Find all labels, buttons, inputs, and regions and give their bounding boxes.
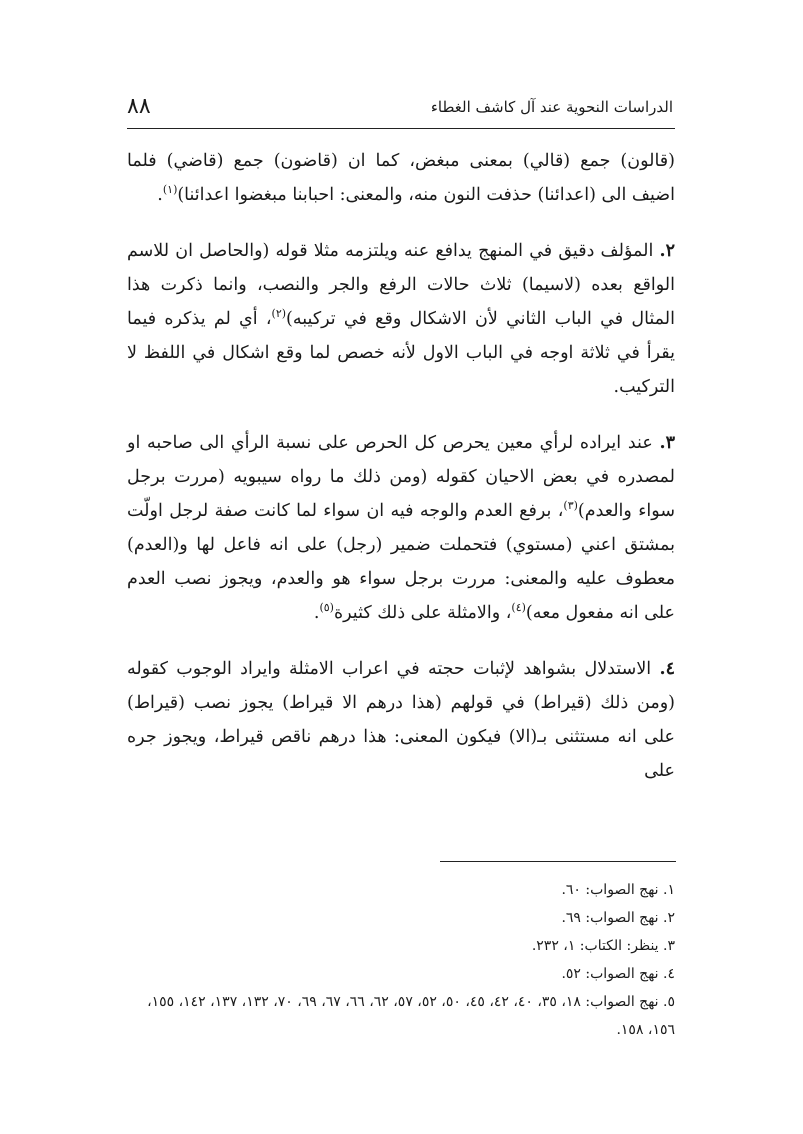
footnotes [127, 876, 675, 1044]
paragraph-text: الاستدلال بشواهد لإثبات حجته في اعراب الامثلة وايراد الوجوب كقوله (ومن ذلك (قيراط) في قولهم (هذا درهم الا قيراط) يجوز نصب (قيراط) على انه مستثنى بـ(الا) فيكون المعنى: هذا درهم ناقص قيراط، ويجوز جره على [127, 659, 675, 781]
paragraph-tail: ، والامثلة على ذلك كثيرة [333, 603, 512, 623]
paragraph-text: عند ايراده لرأي معين يحرص كل الحرص على نسبة الرأي الى صاحبه او لمصدره في بعض الاحيان كقوله (ومن ذلك ما رواه سيبويه (مررت برجل سواء والعدم) [127, 433, 675, 521]
paragraph-1 [127, 144, 675, 212]
main-text [127, 144, 675, 810]
paragraph-4 [127, 652, 675, 788]
footnote-ref: (٥) [319, 601, 334, 615]
footnote-item: ٥. نهج الصواب: ١٨، ٣٥، ٤٠، ٤٢، ٤٥، ٥٠، ٥٢، ٥٧، ٦٢، ٦٦، ٦٧، ٦٩، ٧٠، ١٣٢، ١٣٧، ١٤٢، ١٥٥، ١٥٦، ١٥٨. [147, 994, 675, 1038]
paragraph-text: المؤلف دقيق في المنهج يدافع عنه ويلتزمه مثلا قوله (والحاصل ان للاسم الواقع بعده (لاسيما) ثلاث حالات الرفع والجر والنصب، وانما ذكرت هذا المثال في الباب الثاني لأن الاشكال وقع في تركيبه) [127, 241, 675, 329]
footnote-separator [440, 861, 676, 862]
footnote-item: ٤. نهج الصواب: ٥٢. [561, 966, 675, 982]
paragraph-2 [127, 234, 675, 404]
paragraph-tail: ، برفع العدم والوجه فيه ان سواء لما كانت صفة لرجل اولّت بمشتق اعني (مستوي) فتحملت ضمير (رجل) على انه فاعل لها و(العدم) معطوف عليه والمعنى: مررت برجل سواء هو والعدم، ويجوز نصب العدم على انه مفعول معه) [127, 501, 675, 623]
point-number: ٢. [659, 241, 675, 261]
footnote-ref: (٤) [511, 601, 526, 615]
footnote-ref: (٣) [563, 499, 578, 513]
footnote-item: ٣. ينظر: الكتاب: ١، ٢٣٢. [531, 938, 675, 954]
footnote-item: ٢. نهج الصواب: ٦٩. [561, 910, 675, 926]
paragraph-tail: . [157, 185, 163, 205]
point-number: ٣. [659, 433, 675, 453]
footnote-item: ١. نهج الصواب: ٦٠. [561, 882, 675, 898]
paragraph-tail: ، أي لم يذكره فيما يقرأ في ثلاثة اوجه في الباب الاول لأنه خصص لما وقع اشكال في اللفظ لا التركيب. [127, 309, 675, 397]
paragraph-text: (قالون) جمع (قالي) بمعنى مبغض، كما ان (قاضون) جمع (قاضي) فلما اضيف الى (اعدائنا) حذفت النون منه، والمعنى: احبابنا مبغضوا اعدائنا) [127, 151, 675, 205]
paragraph-3 [127, 426, 675, 630]
point-number: ٤. [659, 659, 675, 679]
footnote-ref: (١) [162, 183, 178, 197]
paragraph-tail: . [313, 603, 320, 623]
running-title: الدراسات النحوية عند آل كاشف الغطاء [430, 98, 673, 116]
footnote-ref: (٢) [271, 307, 287, 321]
page-number: ٨٨ [127, 94, 151, 119]
page-header [127, 88, 675, 129]
